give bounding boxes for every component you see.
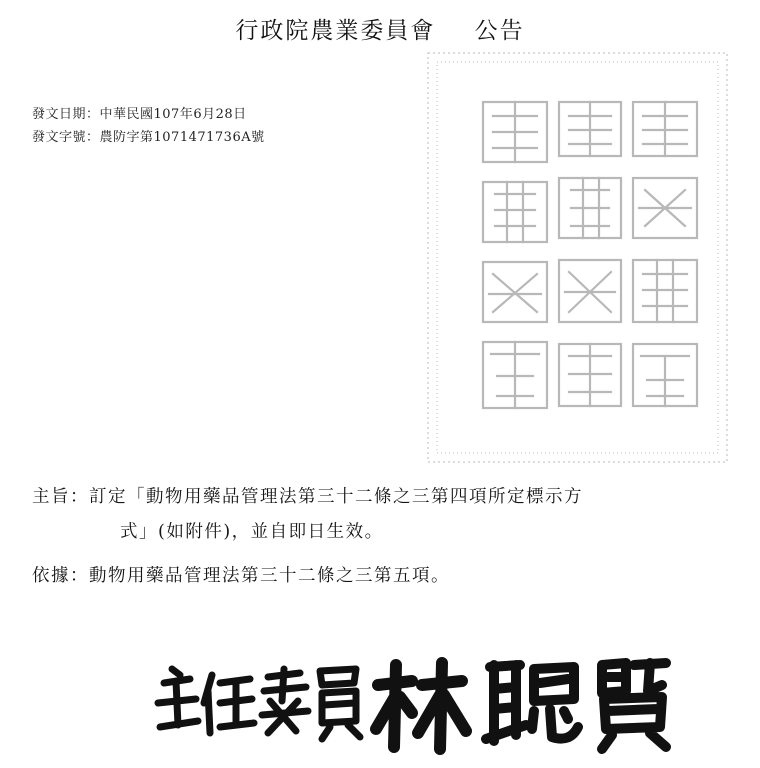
document-type: 公告 bbox=[474, 18, 525, 44]
document-number: 發文字號：農防字第1071471736A號 bbox=[32, 130, 265, 145]
legal-basis: 依據：動物用藥品管理法第三十二條之三第五項。 bbox=[32, 566, 450, 586]
announcement-header bbox=[0, 12, 760, 45]
subject-line-2: 式」(如附件)，並自即日生效。 bbox=[120, 522, 384, 542]
handwritten-signature bbox=[150, 655, 690, 755]
seal-graphic bbox=[425, 50, 730, 465]
issue-date: 發文日期：中華民國107年6月28日 bbox=[32, 107, 247, 122]
signature-graphic bbox=[150, 655, 690, 755]
subject-line-1: 主旨：訂定「動物用藥品管理法第三十二條之三第四項所定標示方 bbox=[32, 487, 583, 507]
official-seal-stamp bbox=[425, 50, 730, 465]
issuing-agency: 行政院農業委員會 bbox=[235, 18, 436, 44]
